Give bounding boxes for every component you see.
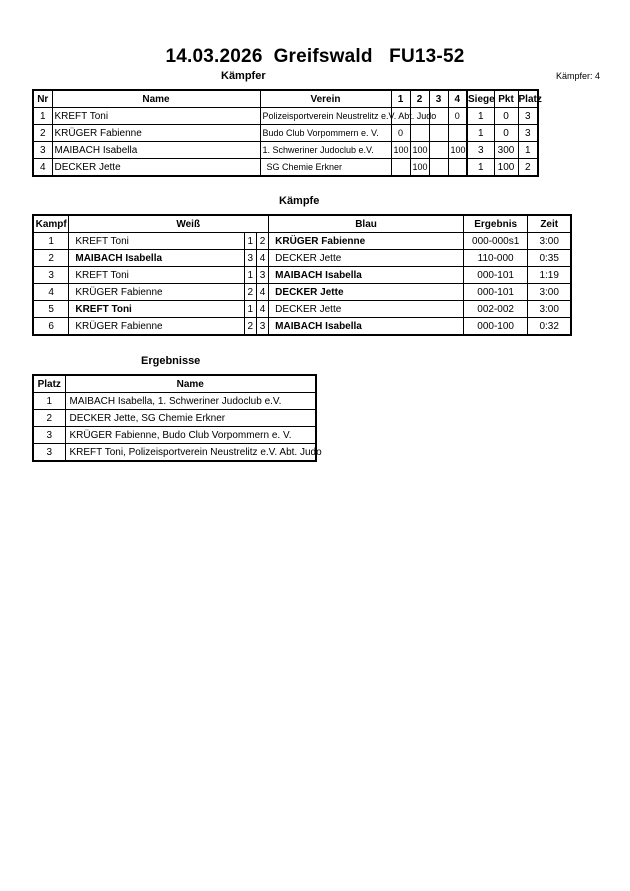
result-place: 2 [33,410,65,427]
fighter-score-3 [429,142,448,159]
result-place: 3 [33,427,65,444]
fighter-nr: 4 [33,159,52,177]
fighter-score-4: 0 [448,108,467,125]
fight-time: 3:00 [528,233,571,250]
fighter-wins: 1 [467,108,494,125]
fighter-club: Budo Club Vorpommern e. V. [260,125,391,142]
fighter-club: 1. Schweriner Judoclub e.V. [260,142,391,159]
fighter-points: 100 [494,159,518,177]
fight-result: 000-100 [463,318,528,336]
fight-blue-number: 4 [256,301,268,318]
fight-number: 4 [33,284,69,301]
result-place: 3 [33,444,65,462]
result-name: KRÜGER Fabienne, Budo Club Vorpommern e. V. [65,427,316,444]
col-result: Ergebnis [463,215,528,233]
result-name: KREFT Toni, Polizeisportverein Neustrelitz e.V. Abt. Judo [65,444,316,462]
fight-time: 3:00 [528,301,571,318]
col-blue: Blau [269,215,464,233]
col-time: Zeit [528,215,571,233]
col-score-1: 1 [391,90,410,108]
table-row [33,444,316,462]
fight-white-number: 1 [244,301,256,318]
fight-time: 0:32 [528,318,571,336]
fight-white-name: MAIBACH Isabella [69,250,244,267]
table-row [33,233,571,250]
fight-white-name: KREFT Toni [69,267,244,284]
table-row [33,108,538,125]
title-category: FU13-52 [389,46,465,67]
fight-number: 5 [33,301,69,318]
page-title [0,46,630,68]
fighters-table [32,89,542,177]
col-white: Weiß [69,215,269,233]
fight-white-name: KRÜGER Fabienne [69,284,244,301]
fighter-wins: 1 [467,125,494,142]
fight-white-number: 3 [244,250,256,267]
fight-white-name: KREFT Toni [69,301,244,318]
fight-blue-name: MAIBACH Isabella [269,318,464,336]
fighter-points: 0 [494,108,518,125]
fight-white-number: 1 [244,267,256,284]
col-result-name: Name [65,375,316,393]
fight-number: 3 [33,267,69,284]
fighter-score-1: 100 [391,142,410,159]
title-city: Greifswald [273,46,373,67]
results-header-row [33,375,316,393]
table-row [33,125,538,142]
fighter-place: 2 [518,159,538,177]
table-row [33,267,571,284]
fighter-name: DECKER Jette [52,159,260,177]
fighter-wins: 3 [467,142,494,159]
fighter-wins: 1 [467,159,494,177]
fighter-name: KREFT Toni [52,108,260,125]
fighter-club: Polizeisportverein Neustrelitz e.V. Abt. Judo [260,108,391,125]
fighter-club: SG Chemie Erkner [260,159,391,177]
fighters-section-label: Kämpfer [221,70,266,82]
fighter-score-1 [391,159,410,177]
table-row [33,142,538,159]
fighter-nr: 2 [33,125,52,142]
fight-number: 6 [33,318,69,336]
fight-number: 2 [33,250,69,267]
fight-blue-name: DECKER Jette [269,284,464,301]
table-row [33,284,571,301]
table-row [33,250,571,267]
fight-result: 000-101 [463,267,528,284]
col-place: Platz [518,90,538,108]
table-row [33,301,571,318]
fighter-score-4: 100 [448,142,467,159]
col-nr: Nr [33,90,52,108]
col-score-4: 4 [448,90,467,108]
fighter-score-3 [429,125,448,142]
fights-header-row [33,215,571,233]
result-name: DECKER Jette, SG Chemie Erkner [65,410,316,427]
fighter-score-4 [448,125,467,142]
fight-number: 1 [33,233,69,250]
fighter-nr: 3 [33,142,52,159]
col-wins: Siege [467,90,494,108]
fight-white-name: KRÜGER Fabienne [69,318,244,336]
fight-white-number: 2 [244,318,256,336]
fight-blue-name: DECKER Jette [269,250,464,267]
fight-time: 0:35 [528,250,571,267]
fight-blue-number: 4 [256,284,268,301]
fights-section-label: Kämpfe [279,195,320,207]
fighter-place: 3 [518,125,538,142]
table-row [33,427,316,444]
fighter-place: 1 [518,142,538,159]
title-date: 14.03.2026 [165,46,263,67]
table-row [33,393,316,410]
fight-result: 002-002 [463,301,528,318]
fight-blue-number: 3 [256,267,268,284]
fight-time: 3:00 [528,284,571,301]
fighters-header-row [33,90,538,108]
fighter-nr: 1 [33,108,52,125]
fight-result: 000-101 [463,284,528,301]
fight-blue-number: 4 [256,250,268,267]
table-row [33,159,538,177]
fighter-points: 300 [494,142,518,159]
col-result-place: Platz [33,375,65,393]
fight-blue-name: KRÜGER Fabienne [269,233,464,250]
fighter-score-2 [410,125,429,142]
col-fight: Kampf [33,215,69,233]
col-score-2: 2 [410,90,429,108]
fighter-name: MAIBACH Isabella [52,142,260,159]
fight-blue-name: DECKER Jette [269,301,464,318]
fighter-name: KRÜGER Fabienne [52,125,260,142]
fighter-score-1: 0 [391,125,410,142]
fighter-points: 0 [494,125,518,142]
fight-time: 1:19 [528,267,571,284]
col-points: Pkt [494,90,518,108]
results-table [32,374,322,462]
result-name: MAIBACH Isabella, 1. Schweriner Judoclub e.V. [65,393,316,410]
fights-table [32,214,572,336]
fighter-score-4 [448,159,467,177]
fight-white-number: 2 [244,284,256,301]
fighter-place: 3 [518,108,538,125]
fight-blue-number: 2 [256,233,268,250]
fighter-score-2: 100 [410,142,429,159]
fighter-score-3 [429,159,448,177]
fight-blue-name: MAIBACH Isabella [269,267,464,284]
fight-white-number: 1 [244,233,256,250]
fighters-count: Kämpfer: 4 [555,71,600,81]
fight-result: 000-000s1 [463,233,528,250]
col-club: Verein [260,90,391,108]
col-name: Name [52,90,260,108]
fight-result: 110-000 [463,250,528,267]
result-place: 1 [33,393,65,410]
fight-white-name: KREFT Toni [69,233,244,250]
fighter-score-2: 100 [410,159,429,177]
table-row [33,318,571,336]
col-score-3: 3 [429,90,448,108]
table-row [33,410,316,427]
results-section-label: Ergebnisse [141,355,201,367]
fight-blue-number: 3 [256,318,268,336]
